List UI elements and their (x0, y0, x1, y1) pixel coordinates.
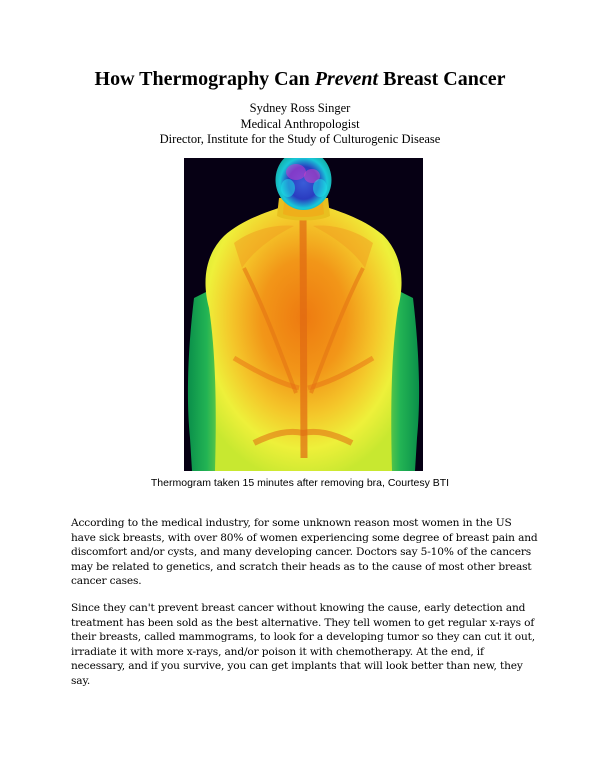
paragraph-line: Since they can't prevent breast cancer without knowing the cause, early detection and (71, 602, 526, 614)
paragraph-line: may be related to genetics, and scratch their heads as to the cause of most other breast (71, 560, 532, 573)
thermogram-image (184, 158, 423, 471)
paragraph-line: cancer cases. (71, 575, 142, 587)
title-prefix: How Thermography Can (94, 68, 315, 90)
paragraph-line: treatment has been sold as the best alternative. They tell women to get regular x-rays of (71, 616, 535, 629)
document-title (0, 66, 600, 92)
paragraph-line: irradiate it with more x-rays, and/or poison it with chemotherapy. At the end, if (71, 645, 484, 658)
paragraph-line: According to the medical industry, for some unknown reason most women in the US (71, 517, 512, 529)
body-paragraph-1 (71, 516, 538, 589)
paragraph-line: say. (71, 674, 91, 687)
figure-caption: Thermogram taken 15 minutes after removing bra, Courtesy BTI (150, 477, 450, 489)
paragraph-line: necessary, and if you survive, you can get implants that will look better than new, they (71, 660, 523, 672)
byline (0, 101, 600, 148)
title-suffix: Breast Cancer (378, 68, 506, 90)
body-paragraph-2 (71, 601, 533, 688)
author-name: Sydney Ross Singer (249, 101, 351, 115)
author-role: Medical Anthropologist (240, 116, 360, 131)
title-emphasis: Prevent (314, 68, 379, 90)
paragraph-line: their breasts, called mammograms, to look for a developing tumor so they can cut it out, (71, 631, 535, 643)
author-affiliation: Director, Institute for the Study of Culturogenic Disease (159, 132, 441, 146)
paragraph-line: have sick breasts, with over 80% of women experiencing some degree of breast pain and (71, 531, 538, 544)
paragraph-line: discomfort and/or cysts, and many developing cancer. Doctors say 5-10% of the cancers (71, 546, 532, 558)
